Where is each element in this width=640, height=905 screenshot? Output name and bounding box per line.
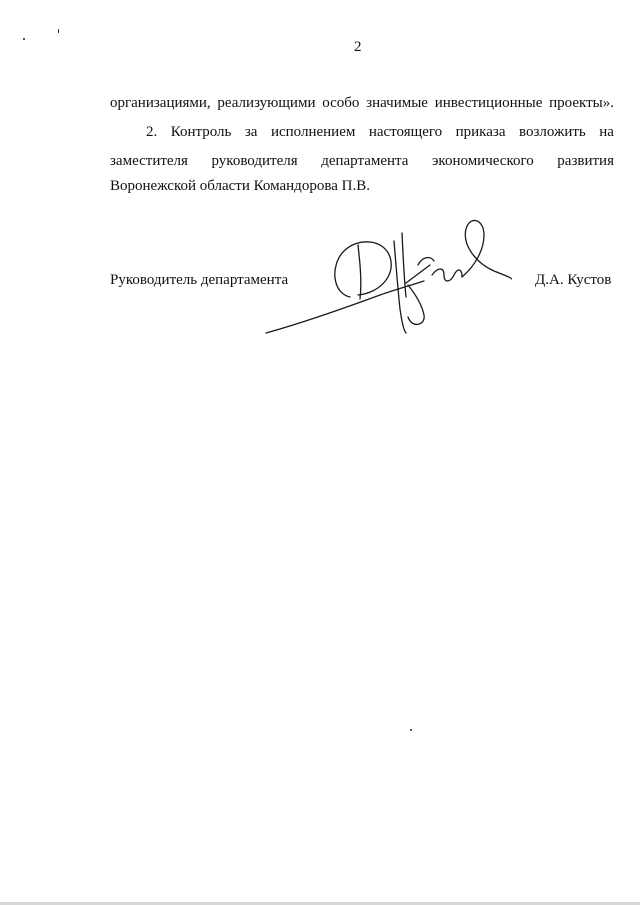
scan-speck [58, 29, 59, 33]
word: организациями, [110, 95, 211, 111]
page-number: 2 [354, 39, 362, 55]
word: инвестиционные [434, 95, 543, 111]
word: на [599, 124, 614, 140]
body-line-4: Воронежской области Командорова П.В. [110, 178, 370, 194]
signer-title: Руководитель департамента [110, 272, 289, 288]
word: 2. [146, 124, 158, 140]
word: возложить [518, 124, 586, 140]
word: развития [557, 153, 614, 169]
word: приказа [455, 124, 506, 140]
body-line-3 [110, 152, 614, 170]
word: значимые [366, 95, 428, 111]
word: проекты». [549, 95, 614, 111]
word: за [244, 124, 258, 140]
signer-name: Д.А. Кустов [535, 272, 612, 288]
word: экономического [431, 153, 534, 169]
word: заместителя [110, 153, 188, 169]
word: настоящего [368, 124, 443, 140]
word: Контроль [170, 124, 232, 140]
word: особо [322, 95, 360, 111]
handwritten-signature [262, 205, 512, 345]
word: исполнением [270, 124, 356, 140]
word: реализующими [217, 95, 316, 111]
word: руководителя [211, 153, 298, 169]
body-line-1 [110, 94, 614, 112]
scan-speck [410, 729, 412, 731]
body-line-2 [146, 123, 614, 141]
scan-speck [23, 38, 25, 40]
word: департамента [321, 153, 409, 169]
